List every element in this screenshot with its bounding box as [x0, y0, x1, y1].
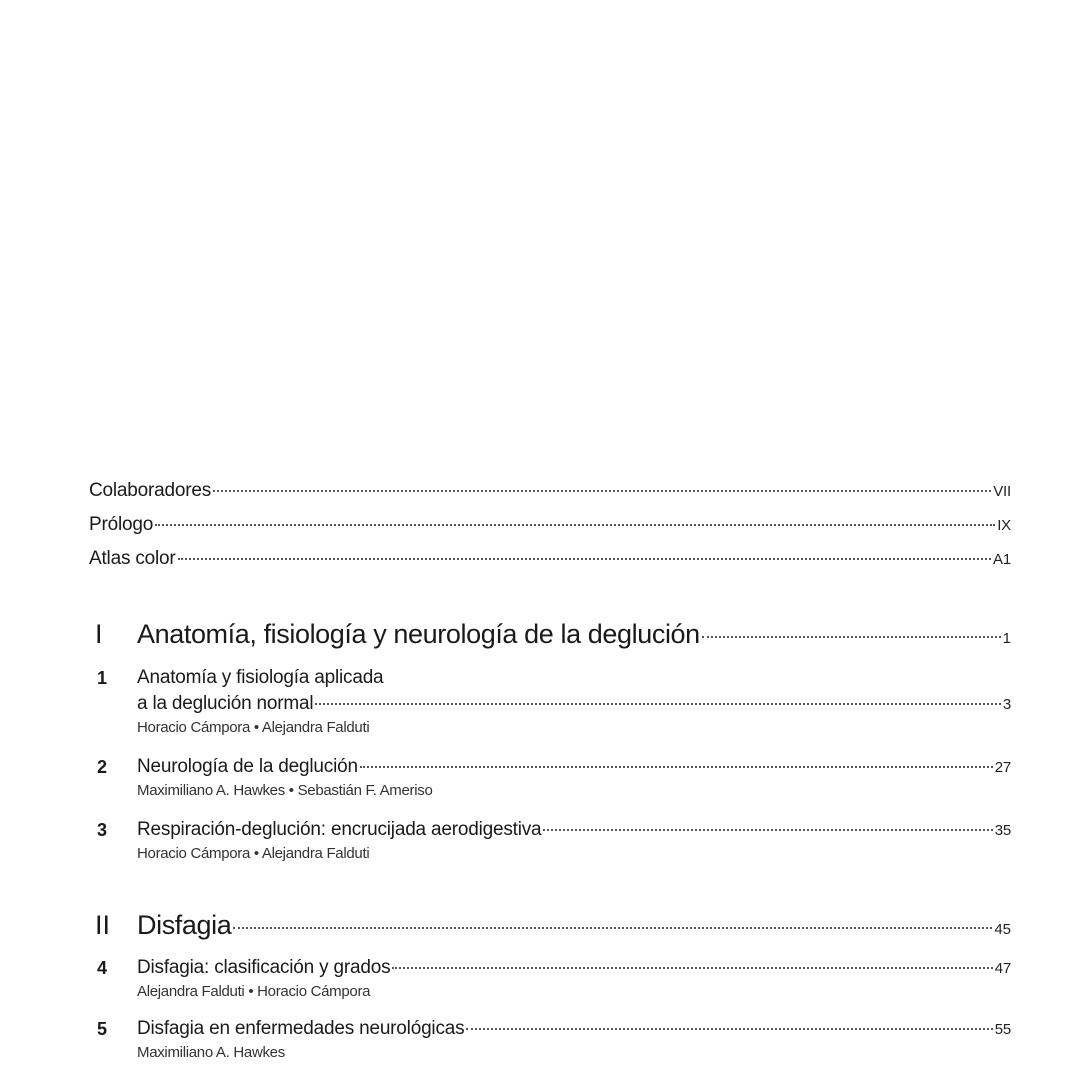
table-of-contents [89, 480, 1011, 1063]
dot-leader [360, 766, 993, 768]
toc-entry-colaboradores[interactable] [89, 480, 1011, 514]
toc-entry-atlas-color[interactable] [89, 548, 1011, 582]
toc-chapter[interactable] [89, 1016, 1011, 1063]
chapter-page: 55 [994, 1021, 1011, 1038]
part-title: Disfagia [137, 910, 232, 940]
part-number: II [95, 910, 111, 940]
entry-page: IX [997, 517, 1011, 534]
toc-chapter[interactable] [89, 817, 1011, 864]
chapter-authors: Maximiliano A. Hawkes • Sebastián F. Ameriso [137, 782, 433, 799]
dot-leader [543, 829, 992, 831]
chapter-number: 5 [97, 1019, 108, 1039]
dot-leader [155, 524, 995, 526]
toc-chapter[interactable] [89, 955, 1011, 1002]
entry-page: VII [993, 483, 1011, 500]
toc-part-2 [89, 910, 1011, 1063]
chapter-page: 47 [994, 960, 1011, 977]
entry-title: Colaboradores [89, 480, 212, 501]
dot-leader [702, 636, 1001, 638]
chapter-authors: Horacio Cámpora • Alejandra Falduti [137, 719, 370, 736]
chapter-title: Disfagia en enfermedades neurológicas [137, 1018, 465, 1039]
chapter-page: 27 [994, 759, 1011, 776]
chapter-title: Respiración-deglución: encrucijada aerodigestiva [137, 819, 542, 840]
chapter-title: Neurología de la deglución [137, 756, 358, 777]
chapter-page: 3 [1002, 696, 1011, 713]
front-matter [89, 480, 1011, 582]
toc-entry-prologo[interactable] [89, 514, 1011, 548]
part-number: I [95, 619, 103, 649]
chapter-page: 35 [994, 822, 1011, 839]
toc-part-1 [89, 619, 1011, 864]
chapter-title-line1: Anatomía y fisiología aplicada [137, 667, 384, 688]
part-heading[interactable] [89, 910, 1011, 941]
dot-leader [178, 558, 992, 560]
dot-leader [315, 703, 1000, 705]
chapter-number: 3 [97, 820, 108, 840]
part-page: 1 [1002, 630, 1011, 647]
entry-title: Atlas color [89, 548, 176, 569]
entry-page: A1 [993, 551, 1011, 568]
part-heading[interactable] [89, 619, 1011, 650]
toc-chapter[interactable] [89, 665, 1011, 738]
dot-leader [392, 967, 992, 969]
entry-title: Prólogo [89, 514, 154, 535]
chapter-number: 1 [97, 668, 108, 688]
chapter-number: 2 [97, 757, 108, 777]
chapter-authors: Maximiliano A. Hawkes [137, 1044, 285, 1061]
chapter-title: Disfagia: clasificación y grados [137, 957, 391, 978]
chapter-authors: Alejandra Falduti • Horacio Cámpora [137, 983, 371, 1000]
dot-leader [213, 490, 991, 492]
chapter-number: 4 [97, 958, 108, 978]
dot-leader [466, 1028, 992, 1030]
part-title: Anatomía, fisiología y neurología de la deglución [137, 619, 700, 649]
chapter-authors: Horacio Cámpora • Alejandra Falduti [137, 845, 370, 862]
part-page: 45 [994, 921, 1011, 938]
chapter-title: a la deglución normal [137, 693, 314, 714]
dot-leader [233, 927, 992, 929]
toc-chapter[interactable] [89, 754, 1011, 801]
